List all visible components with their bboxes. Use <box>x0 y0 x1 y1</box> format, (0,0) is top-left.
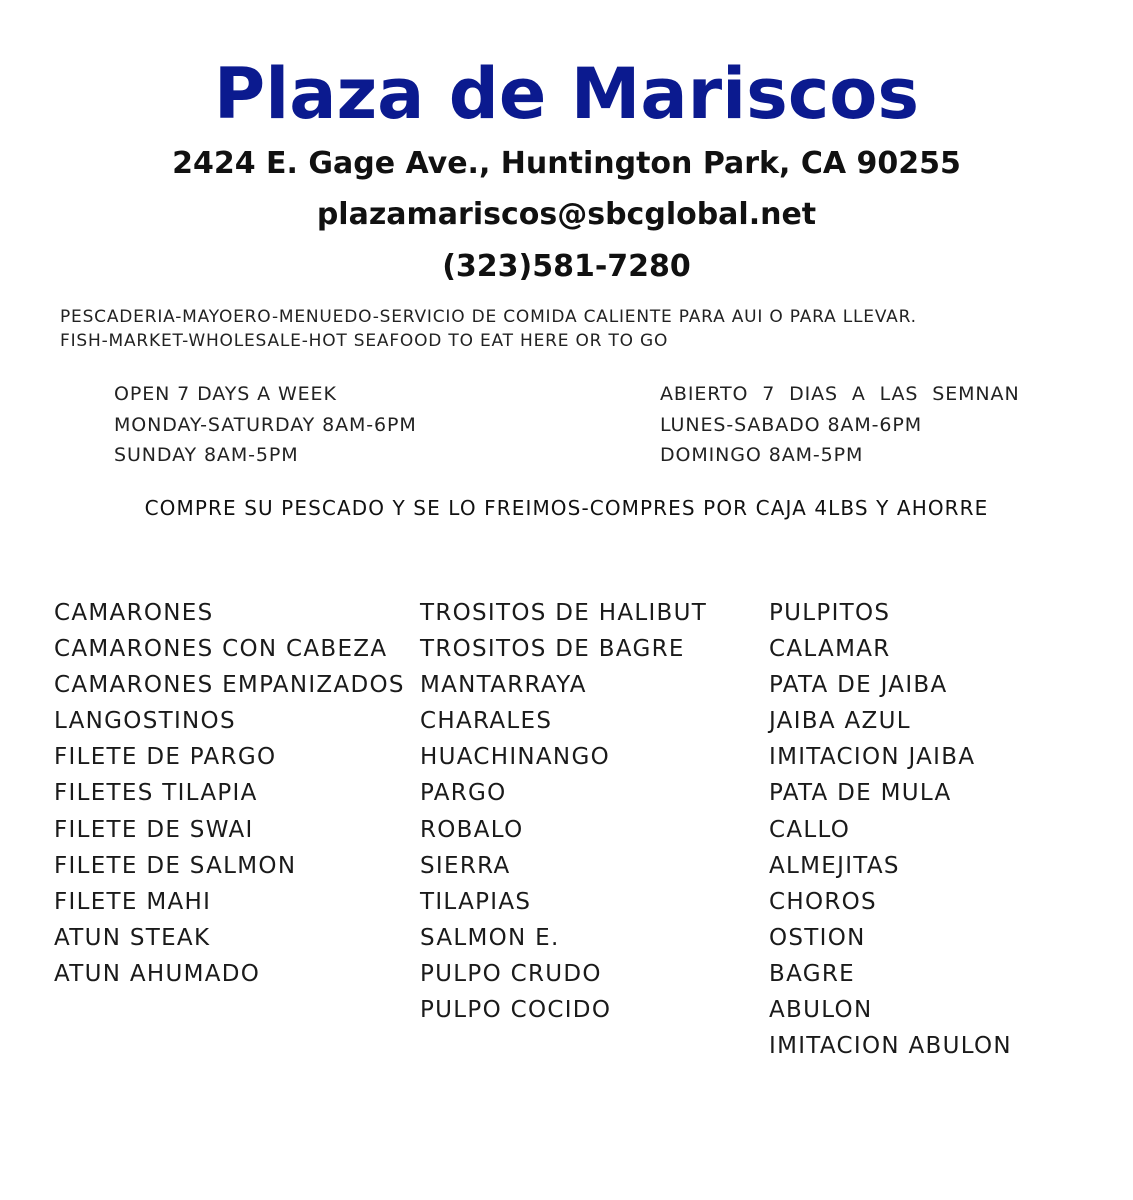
list-item: OSTION <box>769 924 866 951</box>
list-item: CAMARONES CON CABEZA <box>54 636 388 663</box>
list-item: IMITACION ABULON <box>769 1033 1012 1060</box>
list-item: SALMON E. <box>420 924 560 951</box>
list-item: TROSITOS DE HALIBUT <box>420 600 708 626</box>
list-item: CALAMAR <box>769 636 891 663</box>
hours-line: SUNDAY 8AM-5PM <box>114 444 299 466</box>
list-item: TILAPIAS <box>420 888 532 915</box>
list-item: PARGO <box>420 780 507 807</box>
hours-spanish <box>660 379 1020 471</box>
hours-line: OPEN 7 DAYS A WEEK <box>114 383 337 405</box>
page-title: Plaza de Mariscos <box>213 53 920 135</box>
promo-text: COMPRE SU PESCADO Y SE LO FREIMOS-COMPRES POR CAJA 4LBS Y AHORRE <box>144 496 989 520</box>
list-item: ABULON <box>769 997 873 1024</box>
phone-number: (323)581-7280 <box>442 249 691 284</box>
list-item: PULPITOS <box>769 600 891 626</box>
address: 2424 E. Gage Ave., Huntington Park, CA 90255 <box>172 146 961 181</box>
list-item: TROSITOS DE BAGRE <box>420 636 685 663</box>
list-item: PATA DE JAIBA <box>769 672 948 699</box>
list-item: ROBALO <box>420 816 524 843</box>
list-item: ALMEJITAS <box>769 852 900 879</box>
hours-line: ABIERTO 7 DIAS A LAS SEMNAN <box>660 383 1020 405</box>
hours-line: LUNES-SABADO 8AM-6PM <box>660 413 923 436</box>
list-item: HUACHINANGO <box>420 744 610 771</box>
services-english: FISH-MARKET-WHOLESALE-HOT SEAFOOD TO EAT HERE OR TO GO <box>60 331 669 351</box>
list-item: PULPO COCIDO <box>420 997 612 1024</box>
product-list-column-3 <box>769 595 1012 1064</box>
hours-line: MONDAY-SATURDAY 8AM-6PM <box>114 413 417 436</box>
list-item: CHOROS <box>769 888 877 915</box>
list-item: ATUN AHUMADO <box>54 960 261 987</box>
list-item: CHARALES <box>420 708 553 735</box>
email-address: plazamariscos@sbcglobal.net <box>316 197 817 232</box>
list-item: SIERRA <box>420 852 511 879</box>
list-item: MANTARRAYA <box>420 672 587 699</box>
list-item: JAIBA AZUL <box>769 708 911 735</box>
services-description <box>60 305 917 353</box>
hours-line: DOMINGO 8AM-5PM <box>660 444 864 466</box>
list-item: LANGOSTINOS <box>54 708 236 735</box>
list-item: FILETE DE SALMON <box>54 852 297 879</box>
list-item: FILETES TILAPIA <box>54 780 258 807</box>
list-item: CAMARONES <box>54 600 214 626</box>
list-item: PATA DE MULA <box>769 780 952 807</box>
list-item: ATUN STEAK <box>54 924 211 951</box>
product-list-column-2 <box>420 595 707 1028</box>
list-item: IMITACION JAIBA <box>769 744 976 771</box>
list-item: FILETE DE PARGO <box>54 744 277 771</box>
list-item: BAGRE <box>769 960 855 987</box>
list-item: CAMARONES EMPANIZADOS <box>54 672 405 699</box>
hours-english <box>114 379 417 471</box>
product-list-column-1 <box>54 595 405 992</box>
list-item: FILETE MAHI <box>54 888 212 915</box>
list-item: FILETE DE SWAI <box>54 816 254 843</box>
services-spanish: PESCADERIA-MAYOERO-MENUEDO-SERVICIO DE COMIDA CALIENTE PARA AUI O PARA LLEVAR. <box>60 307 917 327</box>
list-item: PULPO CRUDO <box>420 960 602 987</box>
list-item: CALLO <box>769 816 851 843</box>
